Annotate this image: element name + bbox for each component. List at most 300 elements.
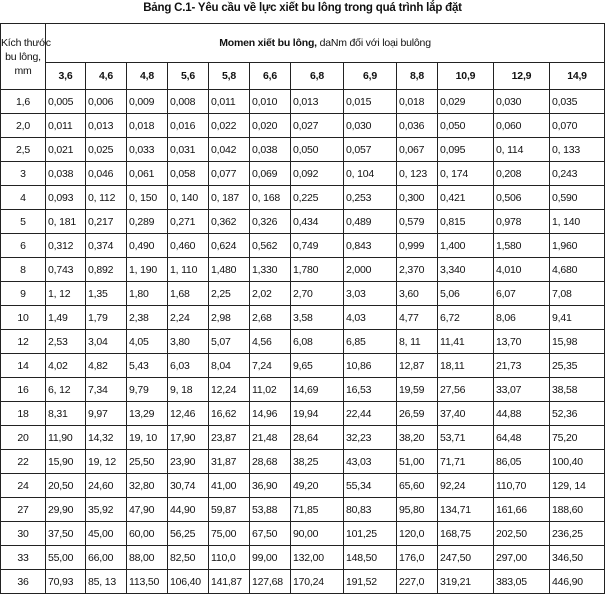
torque-value-cell: 47,90 xyxy=(127,498,168,522)
table-row xyxy=(1,210,605,234)
torque-value-cell: 0,038 xyxy=(46,162,86,186)
torque-value-cell: 88,00 xyxy=(127,546,168,570)
torque-value-cell: 4,680 xyxy=(550,258,605,282)
torque-value-cell: 0,010 xyxy=(250,90,291,114)
torque-value-cell: 1, 12 xyxy=(46,282,86,306)
torque-value-cell: 45,00 xyxy=(86,522,127,546)
torque-value-cell: 30,74 xyxy=(168,474,209,498)
torque-value-cell: 0, 181 xyxy=(46,210,86,234)
torque-value-cell: 92,24 xyxy=(438,474,494,498)
torque-value-cell: 0,025 xyxy=(86,138,127,162)
moment-header-bold: Momen xiết bu lông, xyxy=(219,37,317,49)
bolt-size-cell: 8 xyxy=(1,258,46,282)
moment-header-rest: daNm đối với loại bulông xyxy=(316,37,431,49)
torque-value-cell: 0,421 xyxy=(438,186,494,210)
torque-value-cell: 51,00 xyxy=(397,450,438,474)
torque-value-cell: 8, 11 xyxy=(397,330,438,354)
torque-value-cell: 383,05 xyxy=(494,570,550,594)
bolt-size-cell: 16 xyxy=(1,378,46,402)
torque-value-cell: 27,56 xyxy=(438,378,494,402)
torque-value-cell: 0,027 xyxy=(291,114,344,138)
torque-value-cell: 9,41 xyxy=(550,306,605,330)
torque-value-cell: 11,41 xyxy=(438,330,494,354)
torque-value-cell: 43,03 xyxy=(344,450,397,474)
torque-value-cell: 113,50 xyxy=(127,570,168,594)
torque-value-cell: 0,253 xyxy=(344,186,397,210)
torque-value-cell: 22,44 xyxy=(344,402,397,426)
grade-header: 5,8 xyxy=(209,63,250,90)
torque-value-cell: 202,50 xyxy=(494,522,550,546)
torque-value-cell: 0,011 xyxy=(209,90,250,114)
torque-value-cell: 0,490 xyxy=(127,234,168,258)
table-row xyxy=(1,306,605,330)
bolt-size-cell: 9 xyxy=(1,282,46,306)
torque-value-cell: 132,00 xyxy=(291,546,344,570)
torque-value-cell: 297,00 xyxy=(494,546,550,570)
torque-value-cell: 4,010 xyxy=(494,258,550,282)
size-header-line: bu lông, xyxy=(5,50,41,63)
torque-value-cell: 16,62 xyxy=(209,402,250,426)
torque-value-cell: 19, 10 xyxy=(127,426,168,450)
torque-value-cell: 176,0 xyxy=(397,546,438,570)
torque-value-cell: 21,48 xyxy=(250,426,291,450)
size-header-line: Kích thước xyxy=(1,36,51,49)
table-row xyxy=(1,426,605,450)
torque-value-cell: 0,624 xyxy=(209,234,250,258)
torque-value-cell: 0,271 xyxy=(168,210,209,234)
torque-value-cell: 0,046 xyxy=(86,162,127,186)
torque-value-cell: 3,04 xyxy=(86,330,127,354)
bolt-size-cell: 4 xyxy=(1,186,46,210)
table-row xyxy=(1,90,605,114)
torque-value-cell: 32,80 xyxy=(127,474,168,498)
bolt-size-cell: 2,0 xyxy=(1,114,46,138)
torque-value-cell: 28,68 xyxy=(250,450,291,474)
torque-value-cell: 0,289 xyxy=(127,210,168,234)
grade-header: 6,9 xyxy=(344,63,397,90)
table-row xyxy=(1,282,605,306)
torque-value-cell: 25,50 xyxy=(127,450,168,474)
torque-value-cell: 134,71 xyxy=(438,498,494,522)
torque-value-cell: 6, 12 xyxy=(46,378,86,402)
torque-value-cell: 236,25 xyxy=(550,522,605,546)
torque-value-cell: 52,36 xyxy=(550,402,605,426)
table-row xyxy=(1,498,605,522)
torque-value-cell: 53,88 xyxy=(250,498,291,522)
table-row xyxy=(1,330,605,354)
table-row xyxy=(1,474,605,498)
torque-value-cell: 15,90 xyxy=(46,450,86,474)
torque-value-cell: 99,00 xyxy=(250,546,291,570)
table-row xyxy=(1,354,605,378)
torque-value-cell: 2,24 xyxy=(168,306,209,330)
torque-value-cell: 0,011 xyxy=(46,114,86,138)
grade-header-row xyxy=(1,63,605,90)
torque-value-cell: 1,400 xyxy=(438,234,494,258)
torque-value-cell: 0,069 xyxy=(250,162,291,186)
bolt-size-cell: 12 xyxy=(1,330,46,354)
grade-header: 8,8 xyxy=(397,63,438,90)
torque-value-cell: 14,32 xyxy=(86,426,127,450)
bolt-size-cell: 36 xyxy=(1,570,46,594)
bolt-size-cell: 10 xyxy=(1,306,46,330)
torque-value-cell: 247,50 xyxy=(438,546,494,570)
torque-value-cell: 4,56 xyxy=(250,330,291,354)
torque-value-cell: 346,50 xyxy=(550,546,605,570)
torque-value-cell: 38,58 xyxy=(550,378,605,402)
torque-value-cell: 86,05 xyxy=(494,450,550,474)
grade-header: 4,8 xyxy=(127,63,168,90)
torque-value-cell: 446,90 xyxy=(550,570,605,594)
table-row xyxy=(1,402,605,426)
torque-value-cell: 0,374 xyxy=(86,234,127,258)
table-row xyxy=(1,138,605,162)
torque-value-cell: 14,69 xyxy=(291,378,344,402)
torque-value-cell: 101,25 xyxy=(344,522,397,546)
torque-value-cell: 3,03 xyxy=(344,282,397,306)
torque-value-cell: 2,02 xyxy=(250,282,291,306)
torque-value-cell: 0,067 xyxy=(397,138,438,162)
torque-value-cell: 106,40 xyxy=(168,570,209,594)
torque-value-cell: 0,033 xyxy=(127,138,168,162)
torque-value-cell: 2,53 xyxy=(46,330,86,354)
torque-value-cell: 0, 112 xyxy=(86,186,127,210)
torque-value-cell: 24,60 xyxy=(86,474,127,498)
grade-header: 5,6 xyxy=(168,63,209,90)
torque-value-cell: 0,225 xyxy=(291,186,344,210)
torque-value-cell: 14,96 xyxy=(250,402,291,426)
torque-value-cell: 53,71 xyxy=(438,426,494,450)
torque-value-cell: 4,02 xyxy=(46,354,86,378)
torque-value-cell: 0,506 xyxy=(494,186,550,210)
torque-value-cell: 6,07 xyxy=(494,282,550,306)
torque-value-cell: 129, 14 xyxy=(550,474,605,498)
torque-value-cell: 49,20 xyxy=(291,474,344,498)
torque-value-cell: 0,217 xyxy=(86,210,127,234)
torque-value-cell: 0,058 xyxy=(168,162,209,186)
torque-value-cell: 1,330 xyxy=(250,258,291,282)
torque-value-cell: 0,460 xyxy=(168,234,209,258)
torque-value-cell: 161,66 xyxy=(494,498,550,522)
torque-value-cell: 0,020 xyxy=(250,114,291,138)
torque-value-cell: 9, 18 xyxy=(168,378,209,402)
torque-value-cell: 8,31 xyxy=(46,402,86,426)
torque-value-cell: 12,87 xyxy=(397,354,438,378)
torque-value-cell: 1,49 xyxy=(46,306,86,330)
torque-value-cell: 0, 168 xyxy=(250,186,291,210)
torque-value-cell: 4,82 xyxy=(86,354,127,378)
torque-value-cell: 0,030 xyxy=(494,90,550,114)
torque-value-cell: 100,40 xyxy=(550,450,605,474)
torque-value-cell: 23,87 xyxy=(209,426,250,450)
torque-value-cell: 0,749 xyxy=(291,234,344,258)
torque-value-cell: 29,90 xyxy=(46,498,86,522)
torque-value-cell: 6,85 xyxy=(344,330,397,354)
torque-value-cell: 37,40 xyxy=(438,402,494,426)
torque-value-cell: 110,70 xyxy=(494,474,550,498)
torque-value-cell: 31,87 xyxy=(209,450,250,474)
table-row xyxy=(1,546,605,570)
grade-header: 4,6 xyxy=(86,63,127,90)
torque-value-cell: 0,031 xyxy=(168,138,209,162)
table-title: Bảng C.1- Yêu cầu về lực xiết bu lông trong quá trình lắp đặt xyxy=(143,2,462,14)
torque-value-cell: 1,35 xyxy=(86,282,127,306)
table-row xyxy=(1,186,605,210)
torque-value-cell: 25,35 xyxy=(550,354,605,378)
torque-value-cell: 55,34 xyxy=(344,474,397,498)
torque-value-cell: 0,042 xyxy=(209,138,250,162)
bolt-torque-table xyxy=(0,23,605,594)
torque-value-cell: 0,005 xyxy=(46,90,86,114)
torque-value-cell: 110,0 xyxy=(209,546,250,570)
torque-value-cell: 3,340 xyxy=(438,258,494,282)
size-column-header xyxy=(1,24,51,90)
torque-value-cell: 0,562 xyxy=(250,234,291,258)
torque-value-cell: 85, 13 xyxy=(86,570,127,594)
grade-header: 3,6 xyxy=(46,63,86,90)
torque-value-cell: 12,24 xyxy=(209,378,250,402)
torque-value-cell: 75,00 xyxy=(209,522,250,546)
torque-value-cell: 10,86 xyxy=(344,354,397,378)
torque-value-cell: 35,92 xyxy=(86,498,127,522)
torque-value-cell: 90,00 xyxy=(291,522,344,546)
torque-value-cell: 168,75 xyxy=(438,522,494,546)
torque-value-cell: 44,90 xyxy=(168,498,209,522)
torque-value-cell: 75,20 xyxy=(550,426,605,450)
torque-value-cell: 23,90 xyxy=(168,450,209,474)
torque-value-cell: 1,68 xyxy=(168,282,209,306)
torque-value-cell: 1, 190 xyxy=(127,258,168,282)
grade-header: 10,9 xyxy=(438,63,494,90)
torque-value-cell: 0,016 xyxy=(168,114,209,138)
grade-header: 14,9 xyxy=(550,63,605,90)
torque-value-cell: 7,34 xyxy=(86,378,127,402)
torque-value-cell: 15,98 xyxy=(550,330,605,354)
torque-value-cell: 0,036 xyxy=(397,114,438,138)
torque-value-cell: 0,815 xyxy=(438,210,494,234)
torque-value-cell: 0,035 xyxy=(550,90,605,114)
torque-value-cell: 141,87 xyxy=(209,570,250,594)
torque-value-cell: 0, 150 xyxy=(127,186,168,210)
torque-value-cell: 13,70 xyxy=(494,330,550,354)
torque-value-cell: 0,018 xyxy=(127,114,168,138)
table-row xyxy=(1,522,605,546)
torque-value-cell: 0,050 xyxy=(438,114,494,138)
torque-value-cell: 0,015 xyxy=(344,90,397,114)
torque-value-cell: 0,013 xyxy=(291,90,344,114)
torque-value-cell: 0,489 xyxy=(344,210,397,234)
torque-value-cell: 0,050 xyxy=(291,138,344,162)
torque-value-cell: 9,79 xyxy=(127,378,168,402)
bolt-size-cell: 14 xyxy=(1,354,46,378)
torque-value-cell: 38,20 xyxy=(397,426,438,450)
torque-value-cell: 33,07 xyxy=(494,378,550,402)
torque-value-cell: 0, 140 xyxy=(168,186,209,210)
torque-value-cell: 0, 123 xyxy=(397,162,438,186)
torque-value-cell: 2,38 xyxy=(127,306,168,330)
bolt-size-cell: 3 xyxy=(1,162,46,186)
torque-value-cell: 0,021 xyxy=(46,138,86,162)
torque-value-cell: 0,978 xyxy=(494,210,550,234)
torque-value-cell: 5,07 xyxy=(209,330,250,354)
torque-value-cell: 1, 110 xyxy=(168,258,209,282)
torque-value-cell: 37,50 xyxy=(46,522,86,546)
torque-value-cell: 3,58 xyxy=(291,306,344,330)
bolt-size-cell: 6 xyxy=(1,234,46,258)
torque-value-cell: 0,013 xyxy=(86,114,127,138)
torque-value-cell: 19,59 xyxy=(397,378,438,402)
grade-header: 12,9 xyxy=(494,63,550,90)
torque-value-cell: 70,93 xyxy=(46,570,86,594)
torque-value-cell: 28,64 xyxy=(291,426,344,450)
torque-value-cell: 0,095 xyxy=(438,138,494,162)
bolt-size-cell: 22 xyxy=(1,450,46,474)
torque-value-cell: 0,008 xyxy=(168,90,209,114)
torque-value-cell: 95,80 xyxy=(397,498,438,522)
torque-value-cell: 0,038 xyxy=(250,138,291,162)
torque-value-cell: 32,23 xyxy=(344,426,397,450)
torque-value-cell: 11,02 xyxy=(250,378,291,402)
table-row xyxy=(1,570,605,594)
table-row xyxy=(1,114,605,138)
torque-value-cell: 0,434 xyxy=(291,210,344,234)
torque-value-cell: 4,77 xyxy=(397,306,438,330)
bolt-size-cell: 27 xyxy=(1,498,46,522)
torque-value-cell: 0,843 xyxy=(344,234,397,258)
torque-value-cell: 0,057 xyxy=(344,138,397,162)
torque-value-cell: 5,43 xyxy=(127,354,168,378)
torque-value-cell: 38,25 xyxy=(291,450,344,474)
torque-value-cell: 120,0 xyxy=(397,522,438,546)
torque-value-cell: 0,743 xyxy=(46,258,86,282)
torque-value-cell: 0,009 xyxy=(127,90,168,114)
torque-value-cell: 2,370 xyxy=(397,258,438,282)
bolt-size-cell: 20 xyxy=(1,426,46,450)
table-row xyxy=(1,450,605,474)
torque-value-cell: 0,061 xyxy=(127,162,168,186)
grade-header: 6,6 xyxy=(250,63,291,90)
torque-value-cell: 7,24 xyxy=(250,354,291,378)
torque-value-cell: 82,50 xyxy=(168,546,209,570)
torque-value-cell: 16,53 xyxy=(344,378,397,402)
torque-value-cell: 7,08 xyxy=(550,282,605,306)
torque-value-cell: 4,03 xyxy=(344,306,397,330)
torque-value-cell: 13,29 xyxy=(127,402,168,426)
torque-value-cell: 0,590 xyxy=(550,186,605,210)
torque-value-cell: 319,21 xyxy=(438,570,494,594)
torque-value-cell: 0,892 xyxy=(86,258,127,282)
torque-value-cell: 11,90 xyxy=(46,426,86,450)
torque-value-cell: 9,65 xyxy=(291,354,344,378)
torque-value-cell: 26,59 xyxy=(397,402,438,426)
torque-value-cell: 6,03 xyxy=(168,354,209,378)
torque-value-cell: 71,85 xyxy=(291,498,344,522)
torque-value-cell: 0,030 xyxy=(344,114,397,138)
torque-value-cell: 41,00 xyxy=(209,474,250,498)
torque-value-cell: 0,077 xyxy=(209,162,250,186)
torque-value-cell: 64,48 xyxy=(494,426,550,450)
torque-value-cell: 227,0 xyxy=(397,570,438,594)
torque-value-cell: 9,97 xyxy=(86,402,127,426)
torque-value-cell: 1, 140 xyxy=(550,210,605,234)
torque-value-cell: 60,00 xyxy=(127,522,168,546)
torque-value-cell: 80,83 xyxy=(344,498,397,522)
bolt-size-cell: 33 xyxy=(1,546,46,570)
torque-value-cell: 1,960 xyxy=(550,234,605,258)
torque-value-cell: 20,50 xyxy=(46,474,86,498)
torque-value-cell: 0,300 xyxy=(397,186,438,210)
torque-value-cell: 0,060 xyxy=(494,114,550,138)
torque-value-cell: 0,093 xyxy=(46,186,86,210)
torque-value-cell: 191,52 xyxy=(344,570,397,594)
torque-value-cell: 2,25 xyxy=(209,282,250,306)
torque-value-cell: 19, 12 xyxy=(86,450,127,474)
bolt-size-cell: 5 xyxy=(1,210,46,234)
torque-value-cell: 0,579 xyxy=(397,210,438,234)
torque-value-cell: 0, 114 xyxy=(494,138,550,162)
torque-value-cell: 55,00 xyxy=(46,546,86,570)
torque-value-cell: 0, 104 xyxy=(344,162,397,186)
torque-value-cell: 0,312 xyxy=(46,234,86,258)
torque-value-cell: 0,018 xyxy=(397,90,438,114)
size-header-line: mm xyxy=(14,64,32,77)
torque-value-cell: 6,08 xyxy=(291,330,344,354)
torque-value-cell: 67,50 xyxy=(250,522,291,546)
torque-value-cell: 59,87 xyxy=(209,498,250,522)
torque-value-cell: 0,362 xyxy=(209,210,250,234)
torque-value-cell: 0,326 xyxy=(250,210,291,234)
table-row xyxy=(1,378,605,402)
torque-value-cell: 19,94 xyxy=(291,402,344,426)
torque-value-cell: 170,24 xyxy=(291,570,344,594)
table-body xyxy=(1,90,605,594)
torque-value-cell: 65,60 xyxy=(397,474,438,498)
bolt-size-cell: 18 xyxy=(1,402,46,426)
torque-value-cell: 2,68 xyxy=(250,306,291,330)
torque-value-cell: 4,05 xyxy=(127,330,168,354)
bolt-size-cell: 1,6 xyxy=(1,90,46,114)
grade-header: 6,8 xyxy=(291,63,344,90)
torque-value-cell: 0, 187 xyxy=(209,186,250,210)
torque-value-cell: 56,25 xyxy=(168,522,209,546)
torque-value-cell: 6,72 xyxy=(438,306,494,330)
torque-value-cell: 18,11 xyxy=(438,354,494,378)
torque-value-cell: 8,04 xyxy=(209,354,250,378)
torque-value-cell: 0,243 xyxy=(550,162,605,186)
table-row xyxy=(1,258,605,282)
bolt-size-cell: 24 xyxy=(1,474,46,498)
torque-value-cell: 3,60 xyxy=(397,282,438,306)
torque-value-cell: 66,00 xyxy=(86,546,127,570)
torque-value-cell: 0,999 xyxy=(397,234,438,258)
torque-value-cell: 0,022 xyxy=(209,114,250,138)
torque-value-cell: 127,68 xyxy=(250,570,291,594)
torque-value-cell: 0, 174 xyxy=(438,162,494,186)
torque-value-cell: 21,73 xyxy=(494,354,550,378)
torque-value-cell: 5,06 xyxy=(438,282,494,306)
torque-value-cell: 0,070 xyxy=(550,114,605,138)
torque-value-cell: 1,80 xyxy=(127,282,168,306)
torque-value-cell: 0,006 xyxy=(86,90,127,114)
torque-value-cell: 0,092 xyxy=(291,162,344,186)
torque-value-cell: 0,029 xyxy=(438,90,494,114)
table-row xyxy=(1,234,605,258)
torque-value-cell: 2,98 xyxy=(209,306,250,330)
torque-value-cell: 0,208 xyxy=(494,162,550,186)
torque-value-cell: 148,50 xyxy=(344,546,397,570)
torque-value-cell: 188,60 xyxy=(550,498,605,522)
bolt-size-cell: 2,5 xyxy=(1,138,46,162)
